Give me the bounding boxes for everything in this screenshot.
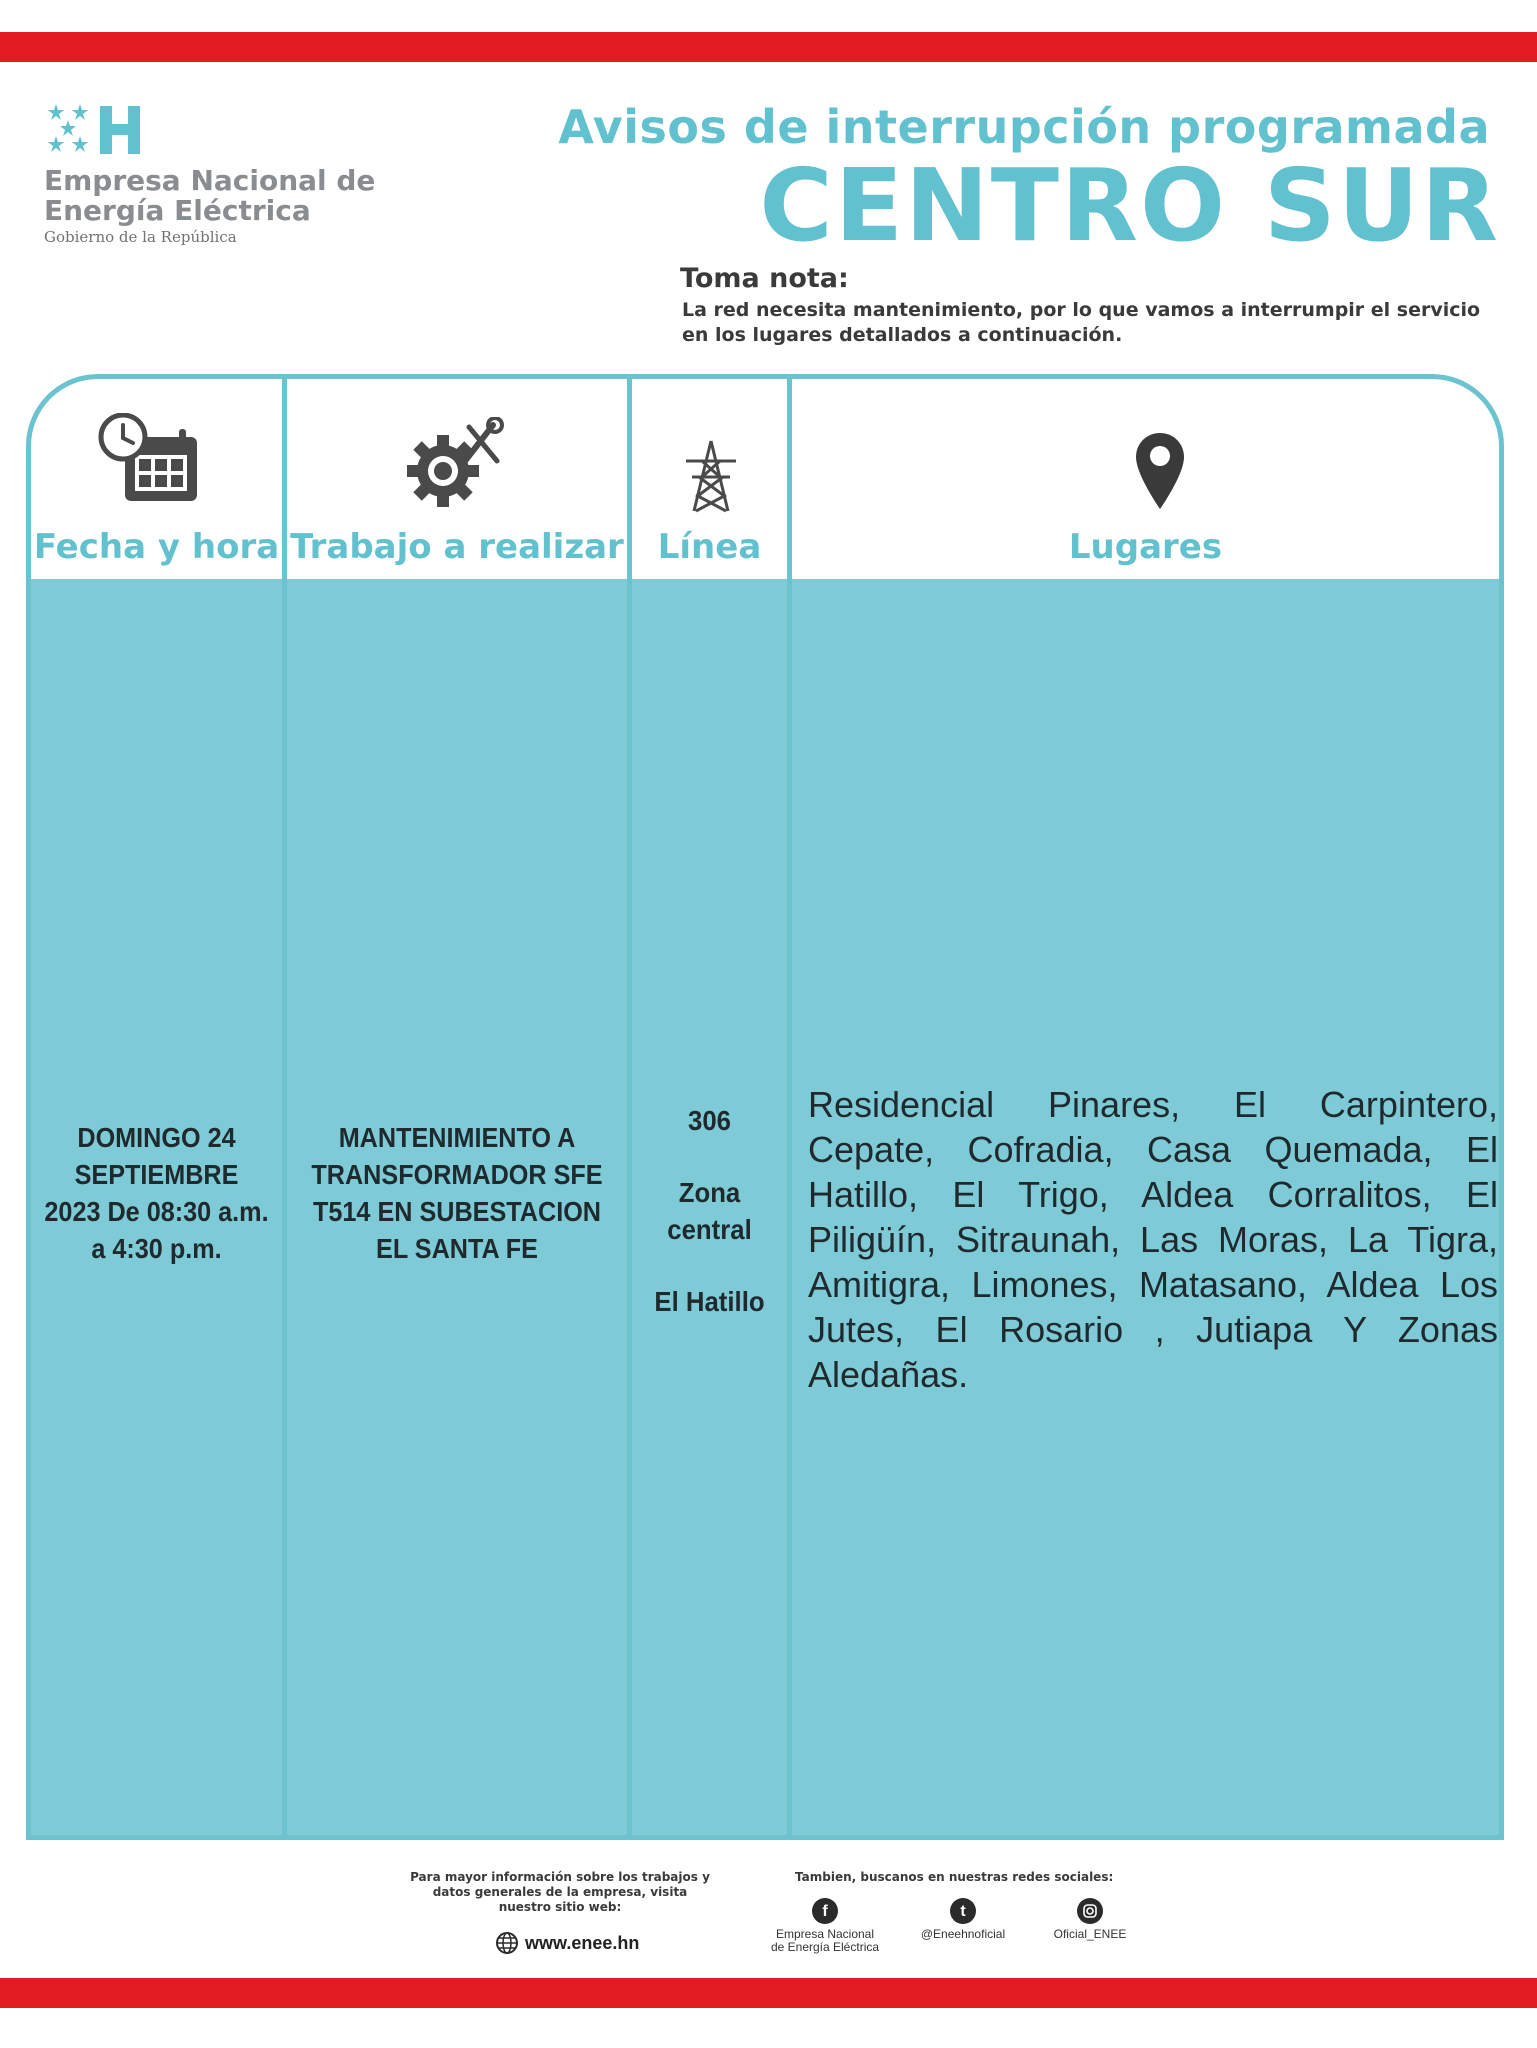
column-divider [787, 379, 792, 1835]
header-linea: Línea [657, 527, 762, 567]
twitter-link[interactable] [908, 1898, 1018, 1941]
instagram-link[interactable] [1040, 1898, 1140, 1941]
note-title: Toma nota: [680, 263, 849, 294]
footer-info: Para mayor información sobre los trabajos y datos generales de la empresa, visita nuestro sitio web: [410, 1870, 710, 1914]
globe-icon [495, 1931, 519, 1955]
org-name: Empresa Nacional de Energía Eléctrica [44, 164, 376, 227]
linea-value [638, 1102, 781, 1320]
facebook-link[interactable] [770, 1898, 880, 1954]
bottom-red-bar [0, 1978, 1537, 2008]
column-divider [282, 379, 287, 1835]
twitter-label: @Eneehnoficial [920, 1927, 1006, 1941]
facebook-icon: f [812, 1898, 838, 1924]
instagram-label: Oficial_ENEE [1053, 1927, 1127, 1941]
linea-sector: El Hatillo [654, 1286, 765, 1317]
linea-number: 306 [688, 1105, 731, 1136]
column-divider [627, 379, 632, 1835]
header-trabajo: Trabajo a realizar [290, 527, 624, 567]
linea-zone: Zona central [667, 1177, 752, 1245]
facebook-label: Empresa Nacional de Energía Eléctrica [770, 1927, 880, 1954]
social-title: Tambien, buscanos en nuestras redes sociales: [795, 1870, 1114, 1884]
twitter-icon: t [950, 1898, 976, 1924]
lugares-value: Residencial Pinares, El Carpintero, Cepate, Cofradia, Casa Quemada, El Hatillo, El Trigo, Aldea Corralitos, El Piligüín, Sitraunah, Las Moras, La Tigra, Amitigra, Limones, Matasano, Aldea Los Jutes, El Rosario , Jutiapa Y Zonas Aledañas. [808, 1084, 1498, 1395]
power-tower-icon [682, 439, 740, 513]
government-line: Gobierno de la República [44, 228, 237, 246]
outage-table [26, 374, 1504, 1840]
trabajo-value: MANTENIMIENTO A TRANSFORMADOR SFE T514 EN SUBESTACION EL SANTA FE [311, 1122, 603, 1264]
enee-logo-icon [44, 100, 184, 160]
fecha-value: DOMINGO 24 SEPTIEMBRE 2023 De 08:30 a.m. a 4:30 p.m. [44, 1122, 269, 1264]
gear-tools-icon [407, 417, 507, 513]
note-body: La red necesita mantenimiento, por lo que vamos a interrumpir el servicio en los lugares detallados a continuación. [682, 299, 1481, 346]
notice-subtitle: Avisos de interrupción programada [558, 100, 1490, 154]
website-link[interactable] [495, 1930, 639, 1956]
calendar-clock-icon [97, 413, 207, 513]
header-fecha: Fecha y hora [33, 527, 280, 567]
map-pin-icon [1134, 431, 1186, 511]
header-lugares: Lugares [1068, 527, 1223, 567]
region-title: CENTRO SUR [759, 147, 1500, 264]
instagram-glyph-icon [1082, 1903, 1098, 1919]
instagram-icon [1077, 1898, 1103, 1924]
website-text: www.enee.hn [525, 1932, 640, 1953]
top-red-bar [0, 32, 1537, 62]
